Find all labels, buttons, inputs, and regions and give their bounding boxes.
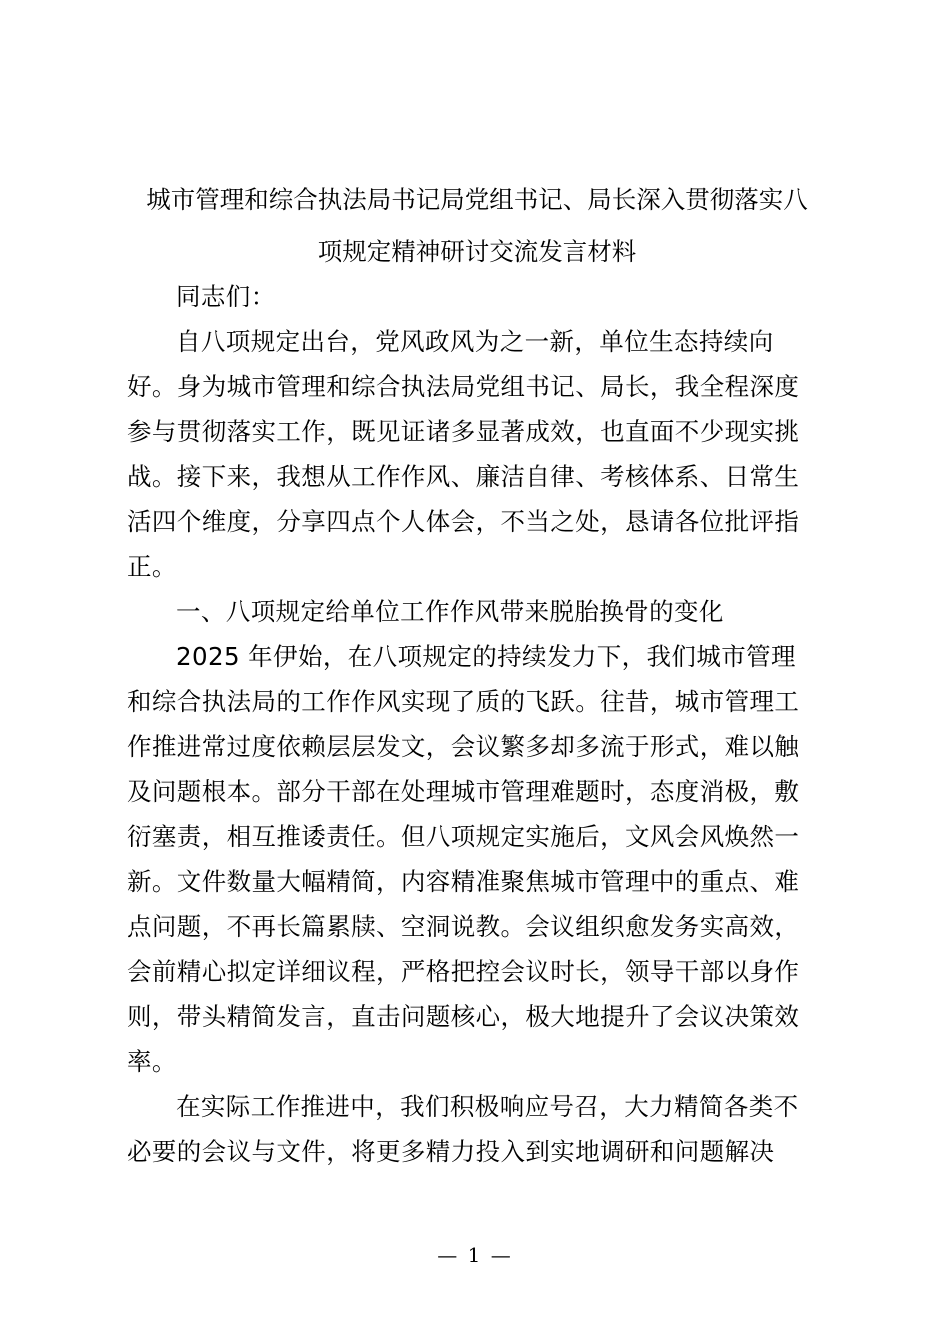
- body-text-line: 及问题根本。部分干部在处理城市管理难题时，态度消极，敷: [127, 777, 800, 806]
- body-text-line: 新。文件数量大幅精简，内容精准聚焦城市管理中的重点、难: [127, 867, 800, 896]
- body-text-line: 好。身为城市管理和综合执法局党组书记、局长，我全程深度: [127, 372, 800, 401]
- title-line-2: 项规定精神研讨交流发言材料: [317, 237, 637, 266]
- body-text-line: 自八项规定出台，党风政风为之一新，单位生态持续向: [176, 327, 774, 356]
- body-text-line: 活四个维度，分享四点个人体会，不当之处，恳请各位批评指: [127, 507, 800, 536]
- body-text-line: 同志们：: [176, 282, 276, 311]
- body-text-line: 和综合执法局的工作作风实现了质的飞跃。往昔，城市管理工: [127, 687, 800, 716]
- body-text-line: 率。: [127, 1047, 177, 1076]
- page-number: — 1 —: [437, 1243, 513, 1267]
- body-text-line: 必要的会议与文件，将更多精力投入到实地调研和问题解决: [127, 1137, 775, 1166]
- body-text-line: 正。: [127, 552, 177, 581]
- body-text-line: 衍塞责，相互推诿责任。但八项规定实施后，文风会风焕然一: [127, 822, 800, 851]
- document-title: [120, 174, 834, 278]
- body-text-line: 则，带头精简发言，直击问题核心，极大地提升了会议决策效: [127, 1002, 800, 1031]
- body-text-line: 点问题，不再长篇累牍、空洞说教。会议组织愈发务实高效，: [127, 912, 800, 941]
- body-text-line: 2025 年伊始，在八项规定的持续发力下，我们城市管理: [176, 642, 796, 671]
- body-text-line: 会前精心拟定详细议程，严格把控会议时长，领导干部以身作: [127, 957, 800, 986]
- title-line-1: 城市管理和综合执法局书记局党组书记、局长深入贯彻落实八: [146, 185, 808, 214]
- body-text-line: 战。接下来，我想从工作作风、廉洁自律、考核体系、日常生: [127, 462, 800, 491]
- body-text-line: 一、八项规定给单位工作作风带来脱胎换骨的变化: [176, 597, 724, 626]
- body-text-line: 参与贯彻落实工作，既见证诸多显著成效，也直面不少现实挑: [127, 417, 800, 446]
- document-body: [127, 274, 827, 1174]
- body-text-line: 作推进常过度依赖层层发文，会议繁多却多流于形式，难以触: [127, 732, 800, 761]
- body-text-line: 在实际工作推进中，我们积极响应号召，大力精简各类不: [176, 1092, 799, 1121]
